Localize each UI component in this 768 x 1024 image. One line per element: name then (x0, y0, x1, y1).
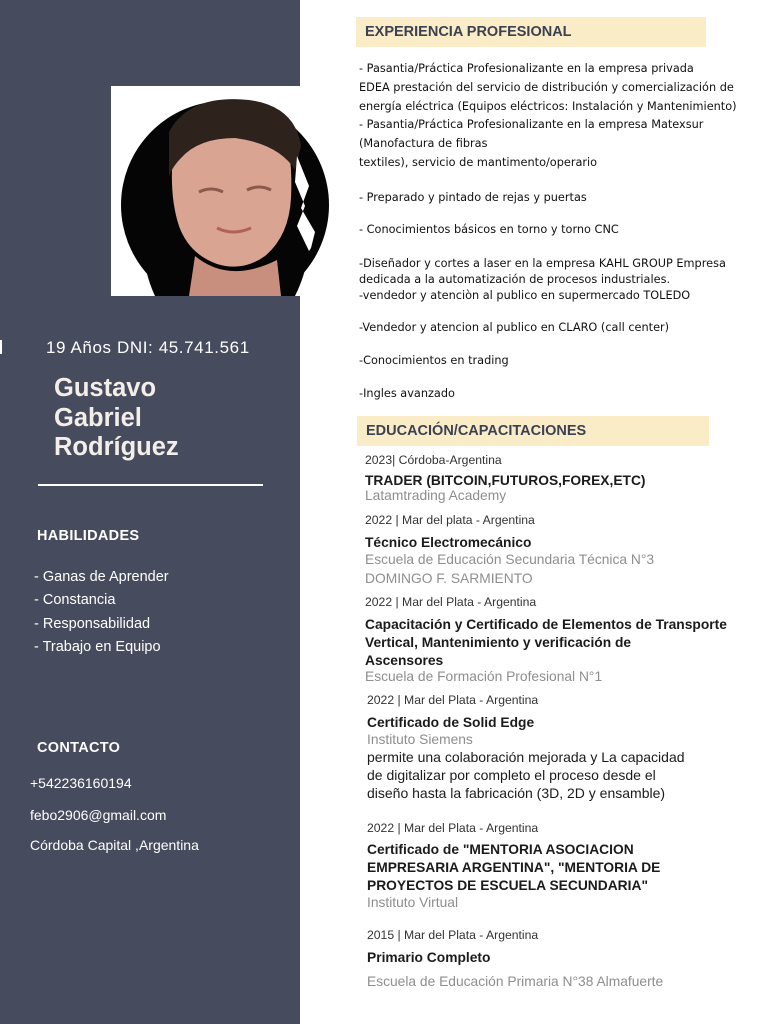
contact-heading: CONTACTO (37, 740, 121, 756)
education-title: Certificado de Solid Edge (367, 715, 535, 730)
full-name (54, 374, 179, 463)
name-line: Gabriel (54, 403, 142, 432)
experience-line: textiles), servicio de mantimento/operario (359, 156, 598, 169)
profile-photo (111, 86, 349, 296)
education-title: Capacitación y Certificado de Elementos de Transporte (365, 617, 727, 632)
education-description: diseño hasta la fabricación (3D, 2D y ensamble) (367, 785, 666, 801)
education-title: Primario Completo (367, 950, 491, 965)
age-dni-text: 19 Años DNI: 45.741.561 (46, 338, 250, 357)
skill-item: - Responsabilidad (34, 615, 151, 632)
education-title: Certificado de "MENTORIA ASOCIACION (367, 842, 634, 857)
contact-phone[interactable]: +542236160194 (30, 775, 132, 791)
education-title: PROYECTOS DE ESCUELA SECUNDARIA" (367, 878, 648, 893)
skills-list (34, 566, 169, 659)
experience-line: EDEA prestación del servicio de distribución y comercialización de (359, 81, 734, 94)
skill-item: - Trabajo en Equipo (34, 638, 161, 655)
education-title: EMPRESARIA ARGENTINA", "MENTORIA DE (367, 860, 661, 875)
experience-line: - Preparado y pintado de rejas y puertas (359, 191, 587, 204)
experience-line: -vendedor y atenciòn al publico en supermercado TOLEDO (359, 289, 691, 302)
experience-line: -Conocimientos en trading (359, 354, 509, 367)
experience-heading-bar (356, 17, 706, 47)
education-description: de digitalizar por completo el proceso desde el (367, 767, 656, 783)
experience-line: - Conocimientos básicos en torno y torno CNC (359, 223, 619, 236)
education-date: 2023| Córdoba-Argentina (365, 453, 502, 467)
experience-line: -Ingles avanzado (359, 387, 455, 400)
contact-email[interactable]: febo2906@gmail.com (30, 807, 167, 823)
experience-line: - Pasantia/Práctica Profesionalizante en la empresa Matexsur (359, 118, 704, 131)
experience-line: dedicada a la automatización de procesos industriales. (359, 273, 671, 286)
education-institution: Latamtrading Academy (365, 488, 507, 503)
experience-line: (Manofactura de fibras (359, 137, 488, 150)
education-title: Técnico Electromecánico (365, 535, 532, 550)
education-institution: Escuela de Educación Secundaria Técnica N°3 (365, 552, 655, 567)
education-institution: DOMINGO F. SARMIENTO (365, 571, 533, 586)
education-institution: Instituto Virtual (367, 895, 459, 910)
education-date: 2022 | Mar del plata - Argentina (365, 513, 535, 527)
education-heading-bar (357, 416, 709, 446)
experience-heading: EXPERIENCIA PROFESIONAL (365, 24, 572, 40)
skill-item: - Constancia (34, 592, 116, 609)
education-title: Ascensores (365, 653, 444, 668)
education-date: 2022 | Mar del Plata - Argentina (365, 595, 537, 609)
experience-line: - Pasantia/Práctica Profesionalizante en la empresa privada (359, 62, 694, 75)
experience-line: energía eléctrica (Equipos eléctricos: Instalación y Mantenimiento) (359, 100, 737, 113)
contact-location: Córdoba Capital ,Argentina (30, 837, 199, 853)
education-title: Vertical, Mantenimiento y verificación de (365, 635, 632, 650)
experience-line: -Diseñador y cortes a laser en la empresa KAHL GROUP Empresa (359, 257, 726, 270)
education-description: permite una colaboración mejorada y La capacidad (367, 749, 685, 765)
name-line: Gustavo (54, 374, 157, 402)
education-title: TRADER (BITCOIN,FUTUROS,FOREX,ETC) (365, 473, 646, 488)
name-line: Rodríguez (54, 433, 179, 461)
experience-line: -Vendedor y atencion al publico en CLARO (call center) (359, 321, 670, 334)
education-heading: EDUCACIÓN/CAPACITACIONES (366, 423, 587, 439)
education-institution: Escuela de Educación Primaria N°38 Almafuerte (367, 974, 664, 989)
education-date: 2022 | Mar del Plata - Argentina (367, 693, 539, 707)
education-date: 2022 | Mar del Plata - Argentina (367, 821, 539, 835)
education-institution: Instituto Siemens (367, 732, 473, 747)
education-institution: Escuela de Formación Profesional N°1 (365, 669, 603, 684)
skill-item: - Ganas de Aprender (34, 569, 169, 585)
skills-heading: HABILIDADES (37, 528, 140, 544)
name-divider (38, 484, 263, 486)
education-date: 2015 | Mar del Plata - Argentina (367, 928, 539, 942)
sidebar-edge-mark (0, 340, 2, 354)
